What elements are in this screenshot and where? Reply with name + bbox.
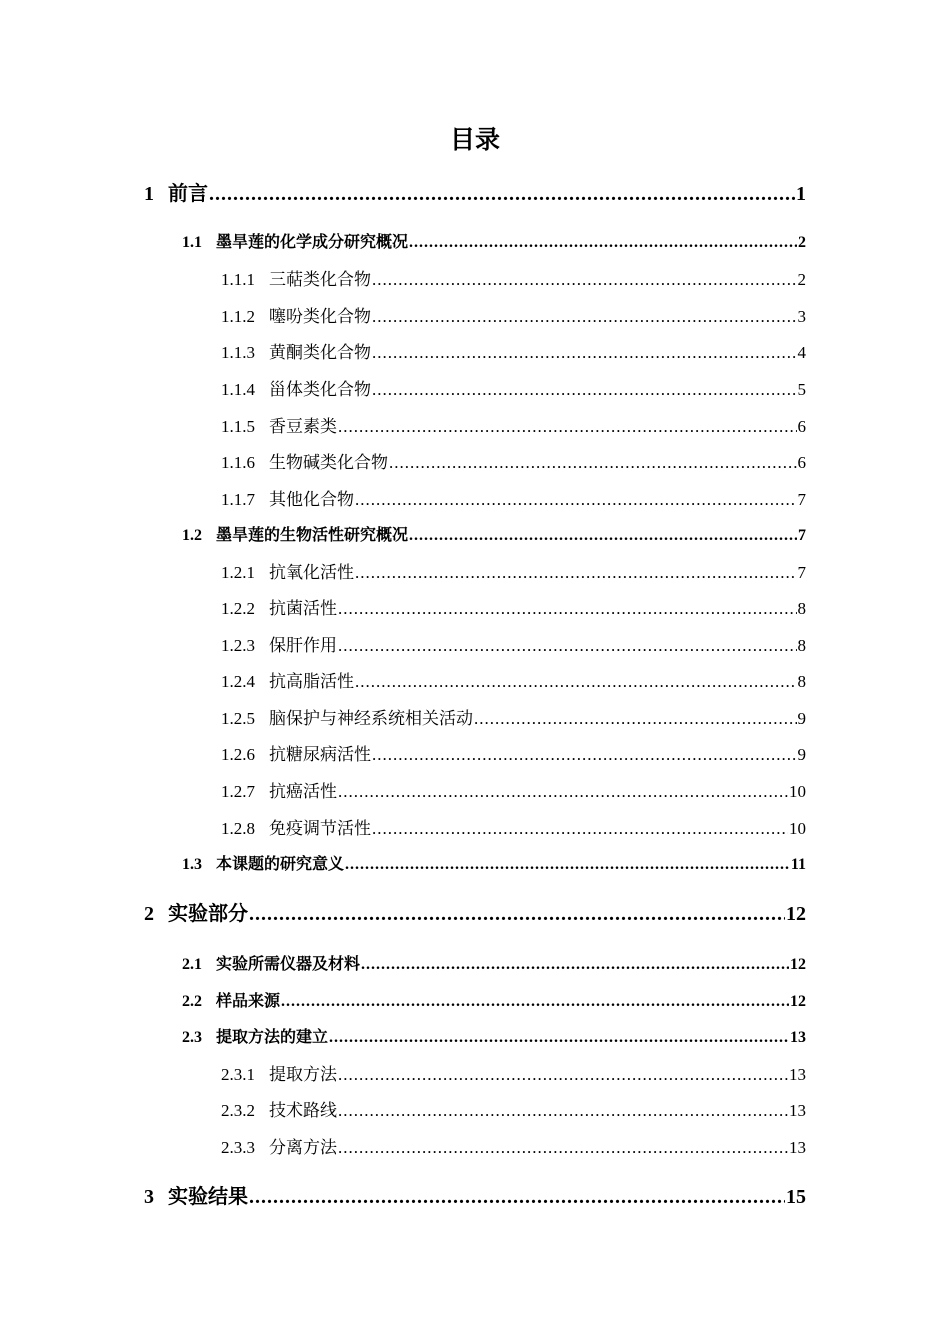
toc-entry[interactable]	[221, 486, 806, 514]
toc-entry-number: 1.2.1	[221, 563, 255, 582]
toc-entry-number: 1.2.4	[221, 672, 255, 691]
toc-dot-leader	[281, 988, 789, 1016]
toc-entry[interactable]	[221, 778, 806, 806]
toc-dot-leader	[249, 1183, 785, 1211]
toc-entry-number: 3	[144, 1186, 154, 1208]
toc-dot-leader	[338, 632, 797, 660]
toc-entry-title: 提取方法的建立	[216, 1029, 329, 1046]
toc-entry-number: 2.3.2	[221, 1101, 255, 1120]
toc-entry-number: 1.1.1	[221, 270, 255, 289]
toc-entry[interactable]	[182, 522, 806, 550]
toc-entry-number: 2.1	[182, 956, 202, 973]
toc-dot-leader	[338, 595, 797, 623]
toc-entry-page: 6	[797, 417, 806, 436]
toc-dot-leader	[409, 522, 797, 550]
toc-dot-leader	[355, 486, 797, 514]
toc-entry-number: 1.1.7	[221, 490, 255, 509]
toc-entry-title: 实验结果	[168, 1186, 248, 1208]
toc-entry-number: 1.2.5	[221, 709, 255, 728]
toc-dot-leader	[338, 1097, 788, 1125]
toc-entry-page: 8	[797, 672, 806, 691]
toc-dot-leader	[345, 851, 790, 879]
toc-entry-title: 分离方法	[269, 1138, 337, 1157]
toc-entry-number: 2.3.3	[221, 1138, 255, 1157]
toc-entry-title: 前言	[168, 183, 208, 205]
toc-dot-leader	[209, 180, 795, 208]
toc-entry[interactable]	[221, 668, 806, 696]
toc-dot-leader	[338, 413, 797, 441]
toc-dot-leader	[355, 668, 797, 696]
toc-entry-number: 2.2	[182, 993, 202, 1010]
toc-entry-page: 8	[797, 636, 806, 655]
toc-entry-number: 1.2.2	[221, 599, 255, 618]
toc-entry[interactable]	[221, 632, 806, 660]
toc-entry[interactable]	[221, 705, 806, 733]
toc-entry-page: 12	[790, 993, 806, 1010]
toc-entry-title: 抗高脂活性	[269, 672, 354, 691]
toc-entry-title: 脑保护与神经系统相关活动	[269, 709, 473, 728]
toc-dot-leader	[355, 559, 797, 587]
toc-entry[interactable]	[182, 1024, 806, 1052]
toc-entry[interactable]	[182, 229, 806, 257]
toc-entry[interactable]	[221, 1097, 806, 1125]
toc-entry[interactable]	[221, 376, 806, 404]
toc-entry-page: 7	[797, 563, 806, 582]
toc-entry[interactable]	[182, 951, 806, 979]
toc-entry-title: 提取方法	[269, 1065, 337, 1084]
toc-entry-page: 12	[790, 956, 806, 973]
toc-entry-number: 1.1.5	[221, 417, 255, 436]
toc-dot-leader	[338, 1134, 788, 1162]
toc-entry[interactable]	[144, 1183, 806, 1211]
toc-entry[interactable]	[221, 266, 806, 294]
toc-entry-title: 抗癌活性	[269, 782, 337, 801]
toc-entry[interactable]	[221, 559, 806, 587]
toc-entry-page: 15	[786, 1186, 806, 1208]
toc-entry-number: 1.2.3	[221, 636, 255, 655]
toc-entry-title: 抗糖尿病活性	[269, 745, 371, 764]
toc-entry[interactable]	[144, 180, 806, 208]
toc-entry-number: 1.1.2	[221, 307, 255, 326]
toc-entry-page: 2	[797, 270, 806, 289]
toc-dot-leader	[474, 705, 797, 733]
toc-dot-leader	[372, 266, 797, 294]
toc-entry-number: 1.1.6	[221, 453, 255, 472]
toc-entry[interactable]	[182, 988, 806, 1016]
toc-entry-page: 5	[797, 380, 806, 399]
toc-entry-title: 三萜类化合物	[269, 270, 371, 289]
toc-entry-title: 噻吩类化合物	[269, 307, 371, 326]
toc-entry[interactable]	[221, 449, 806, 477]
toc-entry[interactable]	[182, 851, 806, 879]
toc-entry[interactable]	[221, 339, 806, 367]
toc-entry[interactable]	[144, 900, 806, 928]
toc-entry[interactable]	[221, 595, 806, 623]
toc-entry-page: 7	[798, 527, 806, 544]
toc-entry-page: 4	[797, 343, 806, 362]
toc-entry-number: 1	[144, 183, 154, 205]
toc-entry-number: 1.2	[182, 527, 202, 544]
toc-entry-page: 13	[789, 1065, 806, 1084]
page-title: 目录	[449, 127, 500, 154]
toc-entry-title: 实验部分	[168, 903, 248, 925]
toc-entry-page: 12	[786, 903, 806, 925]
toc-entry-title: 技术路线	[269, 1101, 337, 1120]
toc-entry-number: 1.1	[182, 234, 202, 251]
toc-dot-leader	[249, 900, 785, 928]
toc-dot-leader	[329, 1024, 789, 1052]
toc-entry[interactable]	[221, 815, 806, 843]
toc-entry-page: 6	[797, 453, 806, 472]
toc-entry-page: 9	[797, 709, 806, 728]
toc-entry-title: 样品来源	[216, 993, 281, 1010]
toc-entry-number: 2.3.1	[221, 1065, 255, 1084]
toc-entry-title: 黄酮类化合物	[269, 343, 371, 362]
toc-entry[interactable]	[221, 413, 806, 441]
toc-dot-leader	[372, 376, 797, 404]
toc-entry-title: 其他化合物	[269, 490, 354, 509]
toc-entry-number: 1.2.8	[221, 819, 255, 838]
toc-dot-leader	[372, 303, 797, 331]
toc-entry-title: 香豆素类	[269, 417, 337, 436]
toc-entry-page: 11	[790, 856, 806, 873]
toc-dot-leader	[409, 229, 797, 257]
toc-entry-page: 13	[790, 1029, 806, 1046]
toc-entry-page: 7	[797, 490, 806, 509]
toc-entry-number: 2.3	[182, 1029, 202, 1046]
toc-entry-title: 免疫调节活性	[269, 819, 371, 838]
toc-entry-title: 墨旱莲的生物活性研究概况	[216, 527, 409, 544]
toc-entry-page: 2	[798, 234, 806, 251]
toc-entry-title: 抗氧化活性	[269, 563, 354, 582]
toc-entry-number: 1.1.3	[221, 343, 255, 362]
toc-entry-title: 墨旱莲的化学成分研究概况	[216, 234, 409, 251]
toc-entry[interactable]	[221, 1061, 806, 1089]
toc-entry-title: 甾体类化合物	[269, 380, 371, 399]
toc-entry-title: 保肝作用	[269, 636, 337, 655]
toc-entry-number: 2	[144, 903, 154, 925]
toc-entry-number: 1.3	[182, 856, 202, 873]
toc-dot-leader	[338, 778, 788, 806]
toc-entry-page: 10	[789, 819, 806, 838]
toc-dot-leader	[361, 951, 789, 979]
toc-dot-leader	[372, 741, 797, 769]
toc-entry[interactable]	[221, 303, 806, 331]
toc-entry[interactable]	[221, 1134, 806, 1162]
toc-entry-page: 9	[797, 745, 806, 764]
toc-dot-leader	[338, 1061, 788, 1089]
toc-entry-number: 1.2.7	[221, 782, 255, 801]
toc-entry-page: 13	[789, 1101, 806, 1120]
toc-entry-title: 本课题的研究意义	[216, 856, 345, 873]
toc-dot-leader	[372, 815, 788, 843]
toc-entry-number: 1.2.6	[221, 745, 255, 764]
toc-entry-page: 3	[797, 307, 806, 326]
toc-entry-page: 13	[789, 1138, 806, 1157]
toc-entry-page: 10	[789, 782, 806, 801]
toc-entry-title: 生物碱类化合物	[269, 453, 388, 472]
toc-entry-number: 1.1.4	[221, 380, 255, 399]
toc-entry-page: 8	[797, 599, 806, 618]
toc-entry[interactable]	[221, 741, 806, 769]
toc-entry-page: 1	[796, 183, 806, 205]
toc-dot-leader	[372, 339, 797, 367]
toc-entry-title: 抗菌活性	[269, 599, 337, 618]
toc-dot-leader	[389, 449, 797, 477]
toc-entry-title: 实验所需仪器及材料	[216, 956, 361, 973]
